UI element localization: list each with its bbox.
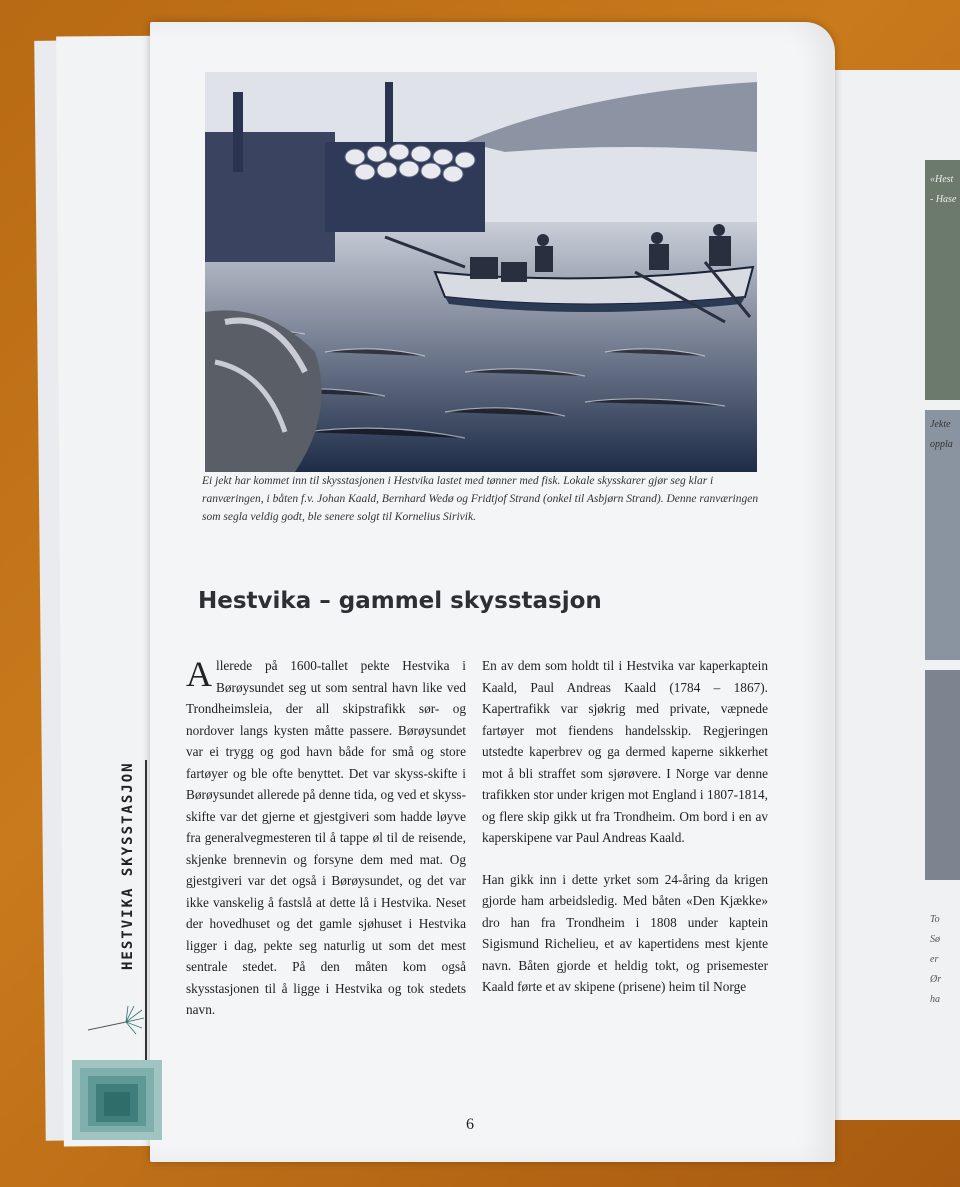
page-number: 6 — [466, 1116, 474, 1133]
text-column-right — [482, 655, 768, 1018]
paragraph: Han gikk inn i dette yrket som 24-åring da krigen gjorde ham arbeidsledig. Med båten «Den Kjække» dro han fra Trondheim i 1808 under kaptein Sigismund Richelieu, et av kapertidens mest kjente navn. Båten gjorde et heldig tokt, og prisemester Kaald førte et av skipene (prisene) heim til Norge — [482, 871, 768, 994]
text-column-left — [186, 655, 466, 1021]
paragraph: En av dem som holdt til i Hestvika var kaperkaptein Kaald, Paul Andreas Kaald (1784 – 1867). Kapertrafikk var sjøkrig med private, væpnede fartøyer mot fiendens handelsskip. Regjeringen utstedte kaperbrev og ga dermed kaperne sikkerhet mot å bli straffet som sjørøvere. I Norge var denne trafikken stor under krigen mot England i 1807-1814, og flere skip gikk ut fra Trondheim. Om bord i en av kaperskipene var Paul Andreas Kaald. — [482, 658, 768, 845]
drop-cap: A — [186, 654, 212, 694]
facing-photo — [925, 670, 960, 880]
paragraph: llerede på 1600-tallet pekte Hestvika i Børøysundet seg ut som sentral havn like ved Trondheimsleia, der all skipstrafikk sør- og nordover langs kysten måtte passere. Børøysundet var ei trygg og god havn både for små og store fartøyer og ble ofte benyttet. Det var skyss-skifte i Børøysundet allerede på denne tida, og ved et skyss-skifte var det gjerne et gjestgiveri som hadde løyve fra generalvegmesteren til å tappe øl til de reisende, skjenke brennevin og forsyne dem med mat. Og gjestgiveri var det også i Børøysundet, og det var ikke vanskelig å fastslå at dette lå i Hestvika. Neset der hovedhuset og det gamle sjøhuset i Hestvika ligger i dag, pekte seg naturlig ut som det mest sentrale stedet. På den måten kom også skysstasjonen til å ligge i Hestvika og tok stedets navn. — [186, 658, 466, 1017]
spine-label: HESTVIKA SKYSSTASJON — [120, 761, 136, 970]
photo-caption: Ei jekt har kommet inn til skysstasjonen i Hestvika lastet med tønner med fisk. Lokale skysskarer gjør seg klar i ranværingen, i båten f.v. Johan Kaald, Bernhard Wedø og Fridtjof Strand (onkel til Asbjørn Strand). Denne ranværingen som segla veldig godt, ble senere solgt til Kornelius Sirivik. — [202, 475, 759, 523]
facing-caption-fragment: To Sø er Ør ha — [930, 914, 942, 1005]
dandelion-seed-icon — [86, 1000, 146, 1040]
facing-caption-fragment: Jekte oppla — [930, 419, 953, 450]
facing-caption-fragment: «Hest - Hase — [930, 174, 957, 205]
article-heading: Hestvika – gammel skysstasjon — [198, 588, 602, 614]
historic-harbour-photo — [205, 72, 757, 472]
